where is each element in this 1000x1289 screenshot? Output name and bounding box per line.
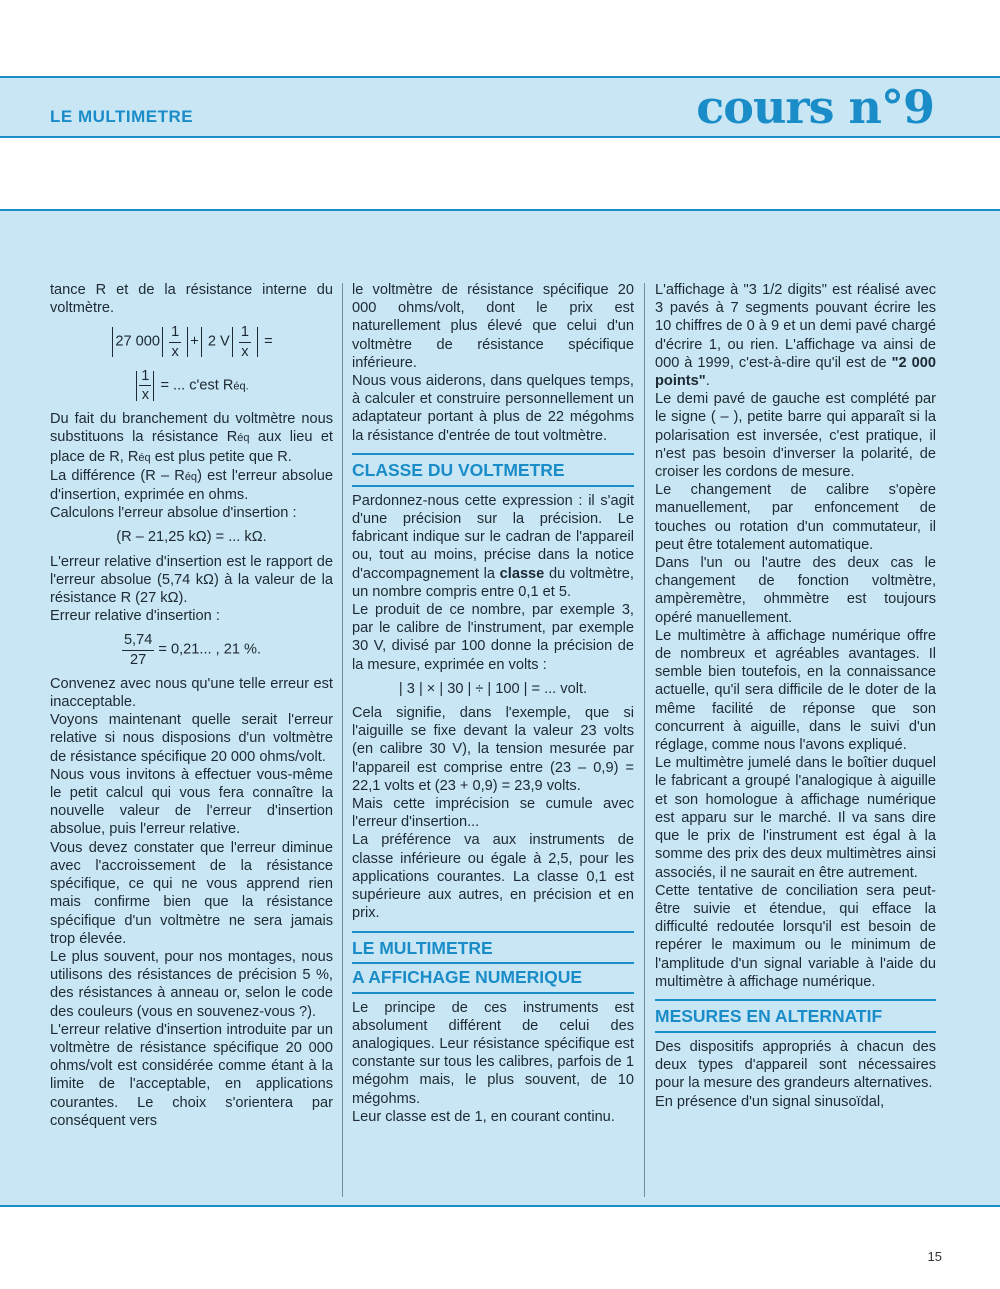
- paragraph: L'erreur relative d'insertion est le rapport de l'erreur absolue (5,74 kΩ) à la valeur de la résistance R (27 kΩ).: [50, 553, 333, 607]
- paragraph: Le multimètre jumelé dans le boîtier duquel le fabricant a groupé l'analogique à aiguille et son homologue à affichage numérique est apparu sur le marché. Il va sans dire que le prix de l'instrument est égal à la somme des prix des deux multimètres ainsi associés, il ne saurait en être autrement.: [655, 755, 936, 881]
- column-2: [352, 281, 634, 1126]
- paragraph: Erreur relative d'insertion :: [50, 608, 220, 625]
- section-title: LE MULTIMETRE: [50, 107, 194, 126]
- paragraph: Le multimètre à affichage numérique offre de nombreux et agréables avantages. Il semble bien toutefois, en la connaissance actuelle, qu'il sera difficile de le doter de la même facilité de réponse que son concurrent à aiguille, dans le suivi d'un réglage, comme nous l'avons expliqué.: [655, 627, 936, 754]
- paragraph: Dans l'un ou l'autre des deux cas le changement de fonction voltmètre, ampèremètre, ohmmètre est toujours opéré manuellement.: [655, 555, 936, 626]
- heading-mesures-alternatif: MESURES EN ALTERNATIF: [655, 999, 936, 1033]
- paragraph: Nous vous aiderons, dans quelques temps, à calculer et construire personnellement un adaptateur portant à plus de 22 mégohms la résistance d'entrée de tout voltmètre.: [352, 373, 634, 444]
- column-3: [655, 281, 936, 1111]
- paragraph: Vous devez constater que l'erreur diminue avec l'accroissement de la résistance spécifique, ce qui ne vous apprend rien mais confirme bien que la résistance spécifique d'un voltmètre ne sera jamais trop élevée.: [50, 839, 333, 947]
- paragraph: Cette tentative de conciliation sera peut-être suivie et étendue, qui efface la difficulté redoutée lorsqu'il est besoin de repérer le maximum ou le minimum de l'amplitude d'un signal variable à l'aide du multimètre à affichage numérique.: [655, 882, 936, 990]
- column-divider: [342, 283, 343, 1197]
- paragraph: Le plus souvent, pour nos montages, nous utilisons des résistances de précision 5 %, des résistances à anneau or, selon le code des couleurs (vous en souvenez-vous ?).: [50, 948, 333, 1020]
- paragraph: Cela signifie, dans l'exemple, que si l'aiguille se fixe devant la valeur 23 volts (en calibre 30 V), la tension mesurée par l'appareil est comprise entre (23 – 0,9) = 22,1 volts et (23 + 0,9) = 23,9 volts.: [352, 705, 634, 794]
- formula-4: $\frac{5,74}{27}$ = 0,21... , 21 %.: [123, 632, 262, 668]
- paragraph: La préférence va aux instruments de classe inférieure ou égale à 2,5, pour les applications courantes. La classe 0,1 est supérieure aux autres, en précision et en prix.: [352, 832, 634, 922]
- paragraph: Le changement de calibre s'opère manuellement, par enfoncement de touches ou rotation d'un commutateur, il peut être totalement automatique.: [655, 482, 936, 553]
- column-1: [50, 281, 333, 1130]
- formula-class: | 3 | × | 30 | ÷ | 100 | = ... volt.: [398, 680, 588, 697]
- paragraph: L'erreur relative d'insertion introduite par un voltmètre de résistance spécifique 20 000 ohms/volt est considérée comme étant à la limite de l'acceptable, en applications courantes. Le choix s'orientera par conséquent vers: [50, 1021, 333, 1129]
- paragraph: Convenez avec nous qu'une telle erreur est inacceptable.: [50, 675, 333, 711]
- paragraph: Le produit de ce nombre, par exemple 3, par le calibre de l'instrument, par exemple 30 V, divisé par 100 donne la précision de la mesure, exprimée en volts :: [352, 602, 634, 673]
- paragraph: le voltmètre de résistance spécifique 20 000 ohms/volt, dont le prix est naturellement plus élevé que celui d'un voltmètre de résistance spécifique inférieure.: [352, 282, 634, 371]
- paragraph: Nous vous invitons à effectuer vous-même le petit calcul qui vous fera connaître la nouvelle valeur de l'erreur d'insertion absolue, puis l'erreur relative.: [50, 766, 333, 838]
- formula-2: $\frac{1}{x}$ = ... c'est Réq.: [50, 367, 333, 404]
- paragraph: L'affichage à "3 1/2 digits" est réalisé avec 3 pavés à 7 segments pouvant écrire les 10 chiffres de 0 à 9 et un demi pavé chargé d'écrire 1, ou rien. L'affichage va ainsi de 000 à 1999, c'est-à-dire qu'il est de "2 000 points".: [655, 282, 936, 390]
- paragraph: En présence d'un signal sinusoïdal,: [655, 1093, 885, 1110]
- heading-classe-voltmetre: CLASSE DU VOLTMETRE: [352, 453, 634, 487]
- paragraph: Calculons l'erreur absolue d'insertion :: [50, 505, 297, 522]
- paragraph: Voyons maintenant quelle serait l'erreur relative si nous disposions d'un voltmètre de résistance spécifique 20 000 ohms/volt.: [50, 712, 333, 765]
- paragraph: Le principe de ces instruments est absolument différent de celui des analogiques. Leur résistance spécifique est constante sur tous les calibres, parfois de 1 mégohm mais, le plus souvent, de 10 mégohms.: [352, 999, 634, 1107]
- paragraph: Leur classe est de 1, en courant continu.: [352, 1108, 615, 1125]
- heading-multimetre-numerique: LE MULTIMETRE A AFFICHAGE NUMERIQUE: [352, 931, 634, 994]
- formula-1: 27 000 $\frac{1}{x}$ + 2 V $\frac{1}{x}$ =: [50, 323, 333, 360]
- paragraph: Pardonnez-nous cette expression : il s'agit d'une précision sur la précision. Le fabricant indique sur le cadran de l'appareil ou, tout au moins, précise dans la notice d'accompagnement la classe du voltmètre, un nombre compris entre 0,1 et 5.: [352, 492, 634, 600]
- column-divider: [644, 283, 645, 1197]
- paragraph: Mais cette imprécision se cumule avec l'erreur d'insertion...: [352, 796, 634, 831]
- paragraph: La différence (R – Réq) est l'erreur absolue d'insertion, exprimée en ohms.: [50, 467, 333, 504]
- formula-3: (R – 21,25 kΩ) = ... kΩ.: [116, 529, 267, 546]
- paragraph: Des dispositifs appropriés à chacun des deux types d'appareil sont nécessaires pour la mesure des grandeurs alternatives.: [655, 1038, 936, 1092]
- paragraph: tance R et de la résistance interne du voltmètre.: [50, 282, 333, 317]
- course-title: cours n°9: [696, 80, 934, 134]
- paragraph: Du fait du branchement du voltmètre nous substituons la résistance Réq aux lieu et place de R, Réq est plus petite que R.: [50, 411, 333, 465]
- page-number: 15: [927, 1249, 942, 1264]
- paragraph: Le demi pavé de gauche est complété par le signe ( – ), petite barre qui apparaît si la polarisation est inversée, c'est pratique, il n'est pas besoin d'inverser la polarité, de croiser les cordons de mesure.: [655, 391, 936, 481]
